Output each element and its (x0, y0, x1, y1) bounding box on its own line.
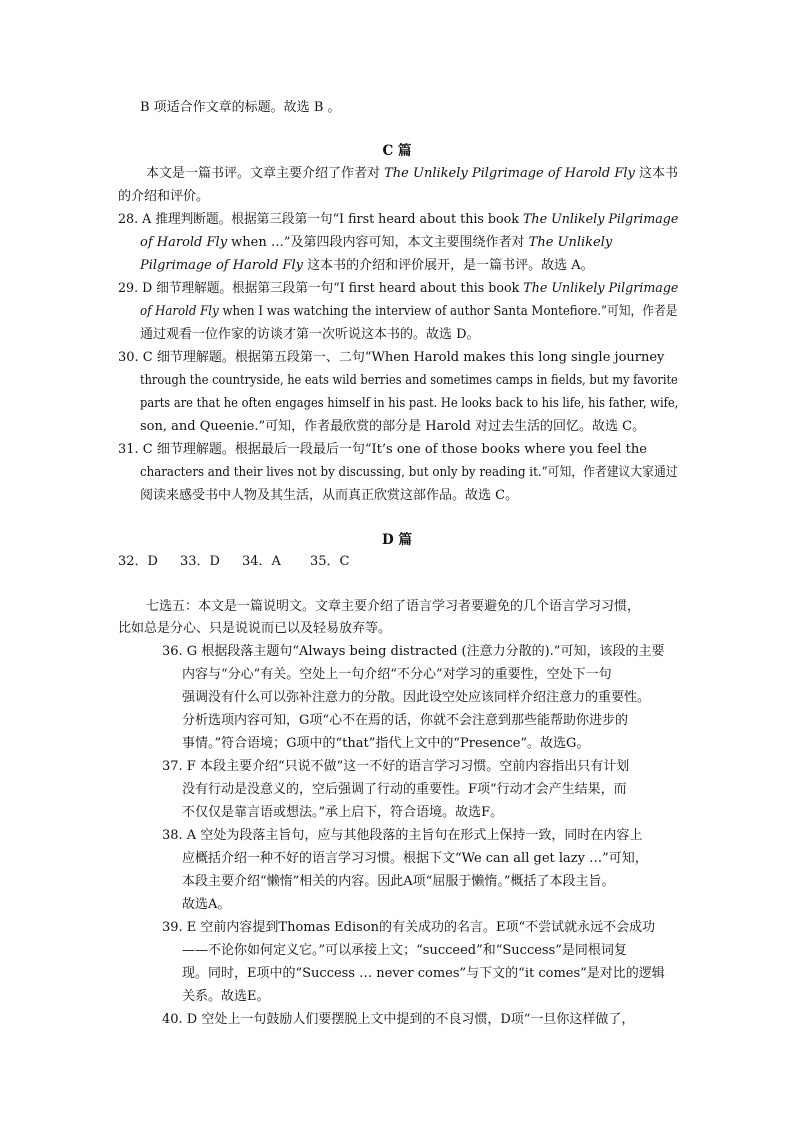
answer-28-line-3: Pilgrimage of Harold Fly 这本书的介绍和评价展开，是一篇书评。故选 A。 (140, 258, 594, 273)
answer-36-line-5: 事情。”符合语境；G项中的“that”指代上文中的“Presence”。故选G。 (182, 736, 590, 751)
answer-38-line-1: 38. A 空处为段落主旨句，应与其他段落的主旨句在形式上保持一致，同时在内容上 (162, 828, 643, 843)
answer-29-line-2: of Harold Fly when I was watching the interview of author Santa Montefiore.”可知，作者是 (140, 304, 678, 319)
answer-28-line-1: 28. A 推理判断题。根据第三段第一句“I first heard about this book The Unlikely Pilgrimage (118, 212, 679, 227)
answer-29-line-3: 通过观看一位作家的访谈才第一次听说这本书的。故选 D。 (140, 327, 480, 342)
answer-37-line-2: 没有行动是没意义的，空后强调了行动的重要性。F项“行动才会产生结果，而 (182, 782, 627, 797)
answer-39-line-1: 39. E 空前内容提到Thomas Edison的有关成功的名言。E项“不尝试就永远不会成功 (162, 920, 656, 935)
answer-35: 35．C (310, 554, 350, 569)
d-answers-row (118, 551, 350, 573)
section-heading-d: D 篇 (382, 532, 412, 548)
answer-31-line-3: 阅读来感受书中人物及其生活，从而真正欣赏这部作品。故选 C。 (140, 488, 519, 503)
answer-40-line-1: 40. D 空处上一句鼓励人们要摆脱上文中提到的不良习惯，D项“一旦你这样做了， (162, 1012, 635, 1027)
answer-38-line-3: 本段主要介绍“懒惰”相关的内容。因此A项“屈服于懒惰。”概括了本段主旨。 (182, 874, 615, 889)
answer-31-line-1: 31. C 细节理解题。根据最后一段最后一句“It’s one of those books where you feel the (118, 442, 647, 457)
text-line: 本文是一篇书评。文章主要介绍了作者对 The Unlikely Pilgrimage of Harold Fly 这本书 (146, 166, 679, 181)
answer-30-line-3: parts are that he often engages himself in his past. He looks back to his life, his father, wife, (140, 396, 679, 411)
text-line: B 项适合作文章的标题。故选 B 。 (140, 100, 341, 115)
answer-29-line-1: 29. D 细节理解题。根据第三段第一句“I first heard about this book The Unlikely Pilgrimage (118, 281, 679, 296)
answer-30-line-4: son, and Queenie.”可知，作者最欣赏的部分是 Harold 对过去生活的回忆。故选 C。 (140, 419, 646, 434)
answer-38-line-2: 应概括介绍一种不好的语言学习习惯。根据下文“We can all get lazy …”可知， (182, 851, 648, 866)
answer-31-line-2: characters and their lives not by discussing, but only by reading it.”可知，作者建议大家通过 (140, 465, 678, 480)
answer-30-line-1: 30. C 细节理解题。根据第五段第一、二句“When Harold makes this long single journey (118, 350, 665, 365)
answer-36-line-1: 36. G 根据段落主题句“Always being distracted (注意力分散的).”可知，该段的主要 (162, 644, 665, 659)
answer-36-line-2: 内容与“分心”有关。空处上一句介绍“不分心”对学习的重要性，空处下一句 (182, 667, 612, 682)
section-heading-c: C 篇 (382, 143, 412, 159)
answer-37-line-3: 不仅仅是靠言语或想法。”承上启下，符合语境。故选F。 (182, 805, 504, 820)
text-line: 的介绍和评价。 (118, 189, 210, 204)
qixuanwu-intro-line-1: 七选五：本文是一篇说明文。文章主要介绍了语言学习者要避免的几个语言学习习惯， (146, 599, 641, 614)
answer-30-line-2: through the countryside, he eats wild berries and sometimes camps in fields, but my favorite (140, 373, 678, 388)
answer-37-line-1: 37. F 本段主要介绍“只说不做”这一不好的语言学习习惯。空前内容指出只有计划 (162, 759, 630, 774)
answer-38-line-4: 故选A。 (182, 897, 231, 912)
answer-32: 32．D (118, 554, 158, 569)
answer-28-line-2: of Harold Fly when …”及第四段内容可知，本文主要围绕作者对 The Unlikely (140, 235, 613, 250)
answer-36-line-4: 分析选项内容可知，G项“心不在焉的话，你就不会注意到那些能帮助你进步的 (182, 713, 629, 728)
answer-39-line-3: 现。同时，E项中的“Success … never comes”与下文的“it comes”是对比的逻辑 (182, 966, 665, 981)
answer-34: 34．A (242, 554, 281, 569)
answer-33: 33．D (180, 554, 220, 569)
answer-39-line-2: ——不论你如何定义它。”可以承接上文；“succeed”和“Success”是同根词复 (182, 943, 627, 958)
qixuanwu-intro-line-2: 比如总是分心、只是说说而已以及轻易放弃等。 (118, 621, 392, 636)
answer-39-line-4: 关系。故选E。 (182, 989, 270, 1004)
answer-36-line-3: 强调没有什么可以弥补注意力的分散。因此设空处应该同样介绍注意力的重要性。 (182, 690, 651, 705)
